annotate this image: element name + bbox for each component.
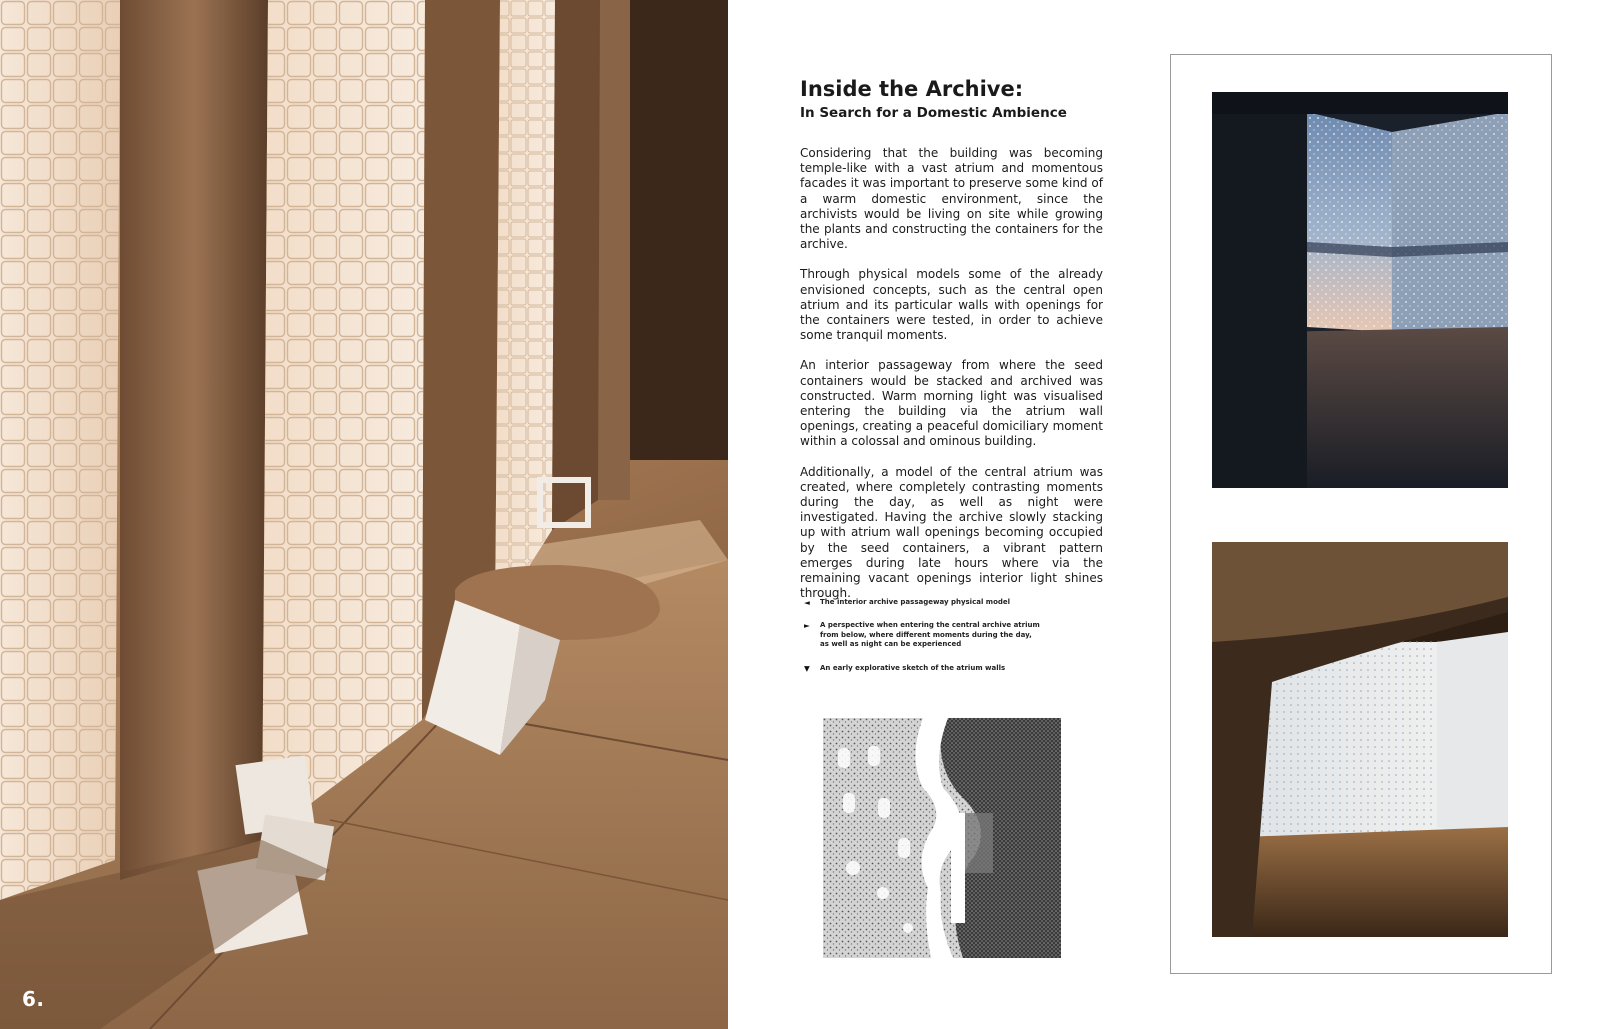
body-paragraph: Through physical models some of the already envisioned concepts, such as the central open atrium and its particular walls with openings for the containers were tested, in order to achieve some tranquil moments. (800, 267, 1103, 343)
atrium-night-photo (1212, 92, 1508, 488)
arrow-down-icon: ▼ (804, 663, 810, 673)
body-paragraph: Considering that the building was becoming temple-like with a vast atrium and momentous facades it was important to preserve some kind of a warm domestic environment, since the archivists would be living on site while growing the plants and constructing the containers for the archive. (800, 146, 1103, 252)
atrium-night-illustration (1212, 92, 1508, 488)
body-paragraph: An interior passageway from where the seed containers would be stacked and archived was constructed. Warm morning light was visualised entering the building via the atrium wall openings, creating a peaceful domiciliary moment within a colossal and ominous building. (800, 358, 1103, 449)
body-text (800, 146, 1103, 616)
caption-passageway-model (800, 598, 1040, 607)
body-paragraph: Additionally, a model of the central atrium was created, where completely contrasting moments during the day, as well as night were investigated. Having the archive slowly stacking up with atrium wall openings becoming occupied by the seed containers, a vibrant pattern emerges during late hours where via the remaining vacant openings interior light shines through. (800, 464, 1103, 601)
arrow-right-icon: ► (804, 621, 810, 631)
atrium-wall-sketch (823, 718, 1061, 958)
page-number: 6. (22, 987, 45, 1011)
arrow-left-icon: ◄ (804, 598, 810, 607)
caption-explorative-sketch (800, 664, 1040, 673)
hero-photo-illustration (0, 0, 728, 1029)
page-title: Inside the Archive: (800, 77, 1024, 101)
atrium-day-photo (1212, 542, 1508, 937)
figure-captions (800, 598, 1040, 687)
caption-text: The interior archive passageway physical model (820, 598, 1011, 606)
sketch-illustration (823, 718, 1061, 958)
page-subtitle: In Search for a Domestic Ambience (800, 105, 1067, 121)
caption-text: An early explorative sketch of the atrium walls (820, 663, 1006, 672)
caption-atrium-perspective (800, 621, 1040, 649)
atrium-day-illustration (1212, 542, 1508, 937)
caption-text: A perspective when entering the central archive atrium from below, where different moments during the day, as well as night can be experienced (820, 621, 1040, 649)
hero-photo-passageway-model (0, 0, 728, 1029)
